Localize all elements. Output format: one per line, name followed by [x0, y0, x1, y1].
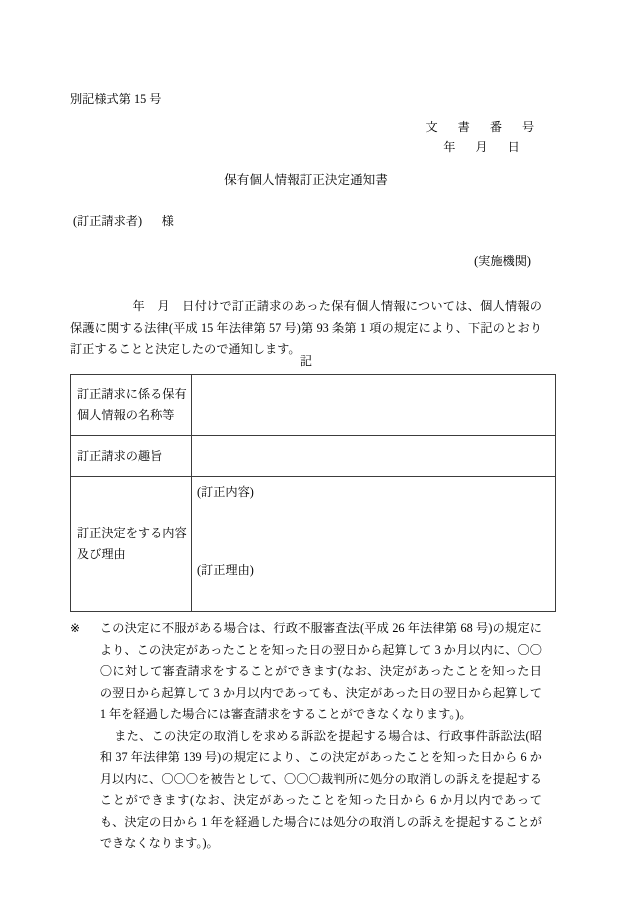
row-label-gist — [71, 436, 192, 477]
row-label-line1: 訂正請求の趣旨 — [77, 448, 163, 463]
row-value-decision[interactable] — [192, 477, 556, 612]
form-table — [70, 374, 556, 612]
table-row — [71, 375, 556, 436]
issuer-label: (実施機関) — [474, 254, 531, 268]
row-label-line2: 個人情報の名称等 — [77, 408, 175, 422]
document-number-block — [425, 117, 542, 157]
body-text: 関する法律(平成 15 年法律第 57 号)第 93 条第 1 項の規定により、下記のとおり訂正することと決定したので通知します。 — [70, 320, 543, 356]
footnote-paragraph-1 — [70, 618, 542, 726]
page-title: 保有個人情報訂正決定通知書 — [224, 173, 388, 187]
footnote-text-1: この決定に不服がある場合は、行政不服審査法(平成 26 年法律第 68 号)の規定により、この決定があったことを知った日の翌日から起算して 3 か月以内に、〇〇〇に対して審査請求をすることができます(なお、決定があったことを知った日の翌日から起算して 3 か月以内であっても、決定があった日の翌日から起算して 1 年を経過した場合には審査請求をすることができなくなります。)。 — [99, 621, 542, 721]
body-lead-date: 年 月 日付けで訂正請求のあった保有個人情報については、個人情報の保護に — [70, 299, 542, 335]
row-label-decision — [71, 477, 192, 612]
row-label-line1: 訂正請求に係る保有 — [77, 387, 187, 401]
body-paragraph — [70, 296, 542, 361]
table-row — [71, 436, 556, 477]
correction-content-label: (訂正内容) — [197, 485, 254, 499]
addressee-label: (訂正請求者) — [73, 214, 143, 228]
addressee-honorific: 様 — [161, 214, 174, 228]
footnote-text-2: また、この決定の取消しを求める訴訟を提起する場合は、行政事件訴訟法(昭和 37 年法律第 139 号)の規定により、この決定があったことを知った日から 6 か月以内に、〇〇〇を被告として、〇〇〇裁判所に処分の取消しの訴えを提起することができます(なお、決定があったことを知った日から 6 か月以内であっても、決定の日から 1 年を経過した場合には処分の取消しの訴えを提起することができなくなります。)。 — [99, 728, 542, 850]
ki-mark: 記 — [299, 354, 313, 368]
addressee-line — [73, 215, 174, 227]
table-row — [71, 477, 556, 612]
row-value-gist[interactable] — [192, 436, 556, 477]
form-number: 別記様式第 15 号 — [70, 92, 162, 106]
document-date-label: 年 月 日 — [443, 140, 524, 154]
footnote-section — [70, 618, 542, 855]
footnote-marker-icon: ※ — [70, 621, 81, 635]
row-label-name — [71, 375, 192, 436]
footnote-paragraph-2 — [70, 726, 542, 855]
row-value-name[interactable] — [192, 375, 556, 436]
row-label-line1: 訂正決定をする内容 — [77, 526, 187, 540]
row-label-line2: 及び理由 — [77, 547, 126, 561]
correction-reason-label: (訂正理由) — [197, 563, 254, 577]
document-number-label: 文 書 番 号 — [425, 120, 539, 134]
